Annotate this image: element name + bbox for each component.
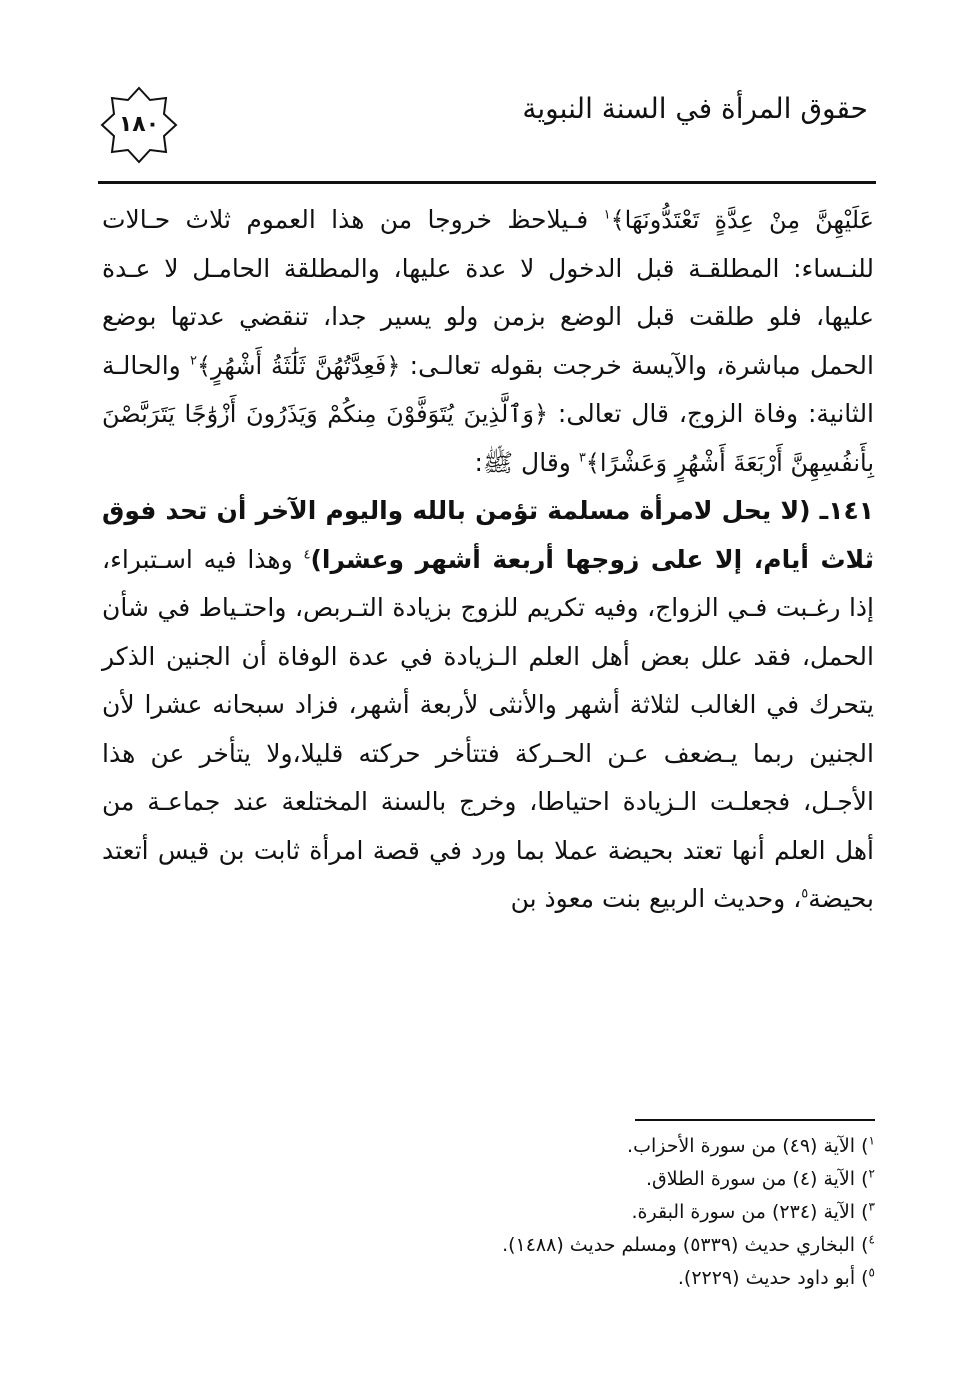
book-title: حقوق المرأة في السنة النبوية [522,92,868,125]
main-text [102,196,874,924]
hadith-text: ١٤١ـ (لا يحل لامرأة مسلمة تؤمن بالله واليوم الآخر أن تحد فوق ثلاث أيام، إلا على زوجها أربعة أشهر وعشرا) [102,496,874,574]
footnote-item [115,1130,875,1163]
footnote-text: ) البخاري حديث (٥٣٣٩) ومسلم حديث (١٤٨٨). [502,1234,869,1256]
footnote-reference: ٤ [303,547,311,563]
footnote-reference: ٥ [801,886,809,902]
footnote-number: ٣ [868,1199,875,1214]
footnote-item [115,1262,875,1295]
footnote-item [115,1229,875,1262]
paragraph-text: والحالـة الثانية: وفاة الزوج، قال تعالى: [102,350,875,428]
footnote-text: ) الآية (٢٣٤) من سورة البقرة. [631,1201,869,1223]
quran-verse: ﴿وَٱلَّذِينَ يُتَوَفَّوْنَ مِنكُمْ وَيَذَرُونَ أَزْوَٰجًا يَتَرَبَّصْنَ بِأَنفُسِهِنَّ أَرْبَعَةَ أَشْهُرٍ وَعَشْرًا﴾ [102,400,874,477]
footnote-item [115,1196,875,1229]
header-divider [98,181,876,184]
paragraph-1 [102,196,874,487]
quran-verse: ﴿فَعِدَّتُهُنَّ ثَلَٰثَةُ أَشْهُرٍ﴾ [196,351,401,380]
footnote-number: ٢ [868,1166,875,1181]
paragraph-text: وهذا فيه اسـتبراء، إذا رغـبت فـي الزواج، وفيه تكريم للزوج بزيادة التـربص، واحتـياط في شأن الحمل، فقد علل بعض أهل العلم الـزيادة في عدة الوفاة أن الجنين الذكر يتحرك في الغالب لثلاثة أشهر والأنثى لأربعة أشهر، فزاد سبحانه عشرا لأن الجنين ربما يـضعف عـن الحـركة فتتأخر حركته قليلا،ولا يتأخر عن هذا الأجـل، فجعلـت الـزيادة احتياطا، وخرج بالسنة المختلعة عند جماعـة من أهل العلم أنها تعتد بحيضة عملا بما ورد في قصة امرأة ثابت بن قيس أتعتد بحيضة [102,544,874,913]
page-number-badge [100,86,178,164]
paragraph-text: ، وحديث الربيع بنت معوذ بن [510,884,802,913]
paragraph-text: وقال ﷺ: [474,447,579,477]
footnote-text: ) الآية (٤٩) من سورة الأحزاب. [627,1135,869,1157]
paragraph-2 [102,487,874,924]
footnote-number: ٥ [868,1265,875,1280]
page-number: ١٨٠ [118,112,160,137]
footnote-number: ٤ [868,1232,875,1247]
footnote-reference: ٣ [578,450,586,466]
footnotes [115,1130,875,1295]
footnote-reference: ٢ [189,353,197,369]
footnote-divider [635,1119,875,1121]
paragraph-text: فـيلاحظ خروجا من هذا العموم ثلاث حـالات للنـساء: المطلقـة قبل الدخول لا عدة عليها، والمطلقة الحامـل لا عـدة عليها، فلو طلقت قبل الوضع بزمن ولو يسير جدا، تنقضي عدتها بوضع الحمل مباشرة، والآيسة خرجت بقوله تعالـى: [102,205,874,380]
footnote-item [115,1163,875,1196]
page-header [96,86,876,170]
footnote-number: ١ [868,1133,875,1148]
footnote-reference: ١ [603,207,611,223]
quran-verse: عَلَيْهِنَّ مِنْ عِدَّةٍ تَعْتَدُّونَهَا﴾ [610,206,874,234]
footnote-text: ) الآية (٤) من سورة الطلاق. [646,1168,869,1190]
footnote-text: ) أبو داود حديث (٢٢٢٩). [677,1267,869,1289]
